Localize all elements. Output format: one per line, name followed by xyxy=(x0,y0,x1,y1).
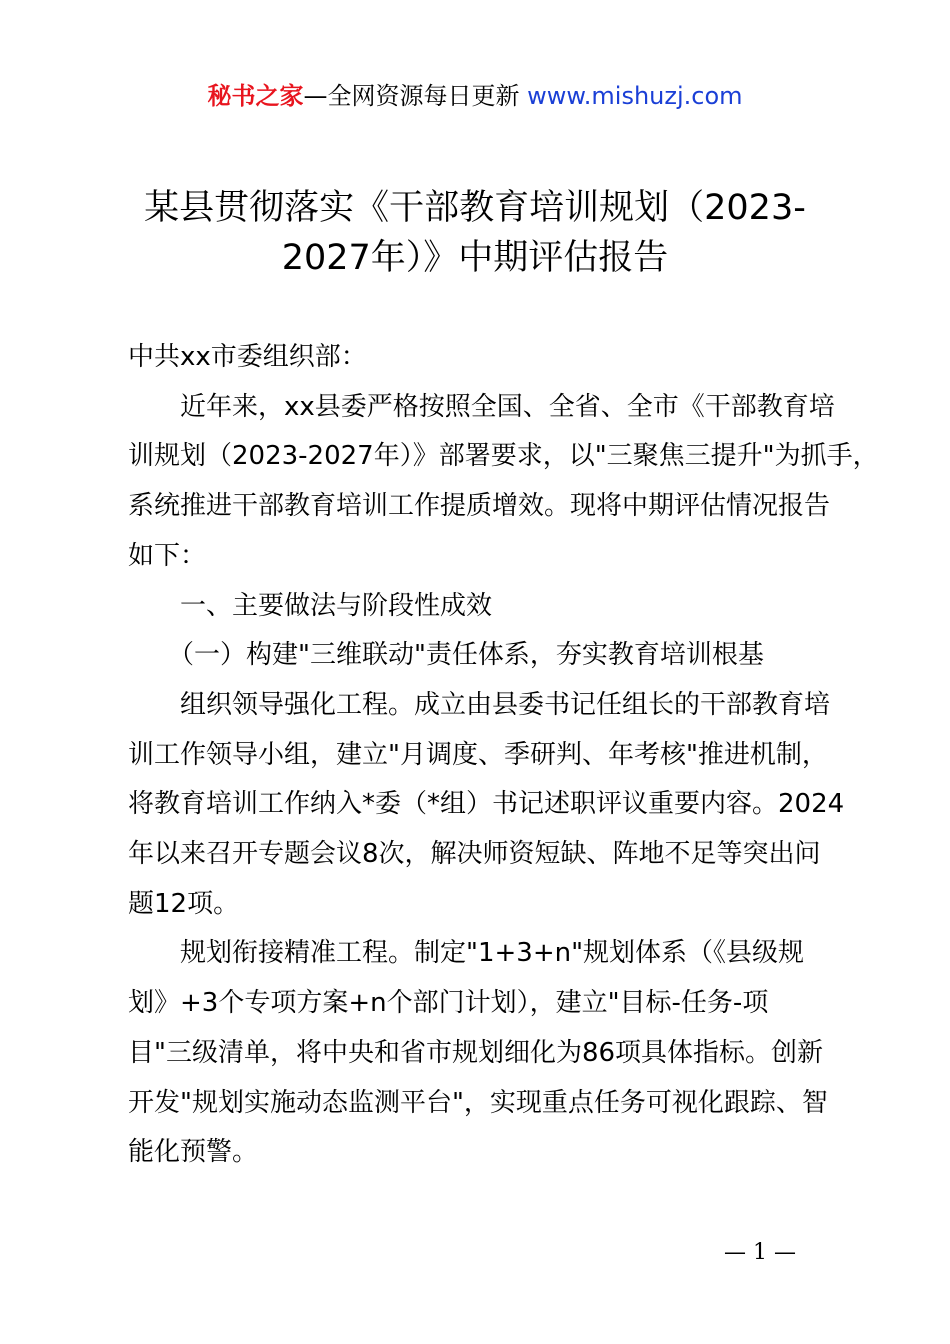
text-line: 如下： xyxy=(128,540,207,571)
text-line: 系统推进干部教育培训工作提质增效。现将中期评估情况报告 xyxy=(128,491,831,522)
text-line: 目"三级清单，将中央和省市规划细化为86项具体指标。创新 xyxy=(128,1037,824,1068)
title-line: 2027年）》中期评估报告 xyxy=(281,238,669,278)
text-line: 训工作领导小组，建立"月调度、季研判、年考核"推进机制， xyxy=(128,739,828,770)
text-line: 能化预警。 xyxy=(128,1137,259,1168)
text-line: 题12项。 xyxy=(128,888,240,919)
site-url[interactable]: www.mishuzj.com xyxy=(527,82,743,110)
salutation xyxy=(128,333,838,383)
section-heading xyxy=(128,582,838,632)
text-line: 规划衔接精准工程。制定"1+3+n"规划体系（《县级规 xyxy=(180,938,805,969)
text-line: （一）构建"三维联动"责任体系，夯实教育培训根基 xyxy=(168,640,764,671)
document-title xyxy=(100,183,850,283)
title-line: 某县贯彻落实《干部教育培训规划（2023- xyxy=(144,188,806,228)
page-number: — 1 — xyxy=(724,1240,796,1265)
text-line: 一、主要做法与阶段性成效 xyxy=(180,590,493,621)
subsection-heading xyxy=(128,631,838,681)
body-paragraph xyxy=(128,929,838,1178)
body-paragraph xyxy=(128,681,845,930)
text-line: 组织领导强化工程。成立由县委书记任组长的干部教育培 xyxy=(180,689,831,720)
text-line: 将教育培训工作纳入*委（*组）书记述职评议重要内容。2024 xyxy=(128,789,845,820)
banner-tagline: —全网资源每日更新 xyxy=(303,82,520,110)
text-line: 近年来，xx县委严格按照全国、全省、全市《干部教育培 xyxy=(180,391,835,422)
brand-name: 秘书之家 xyxy=(207,82,304,110)
text-line: 中共xx市委组织部： xyxy=(128,342,367,372)
text-line: 年以来召开专题会议8次，解决师资短缺、阵地不足等突出问 xyxy=(128,839,821,870)
intro-paragraph xyxy=(128,383,879,582)
text-line: 划》+3个专项方案+n个部门计划），建立"目标-任务-项 xyxy=(128,988,769,1019)
document-body xyxy=(128,333,879,1178)
text-line: 训规划（2023-2027年）》部署要求，以"三聚焦三提升"为抓手， xyxy=(128,441,879,472)
text-line: 开发"规划实施动态监测平台"，实现重点任务可视化跟踪、智 xyxy=(128,1087,828,1118)
site-banner xyxy=(0,78,950,114)
